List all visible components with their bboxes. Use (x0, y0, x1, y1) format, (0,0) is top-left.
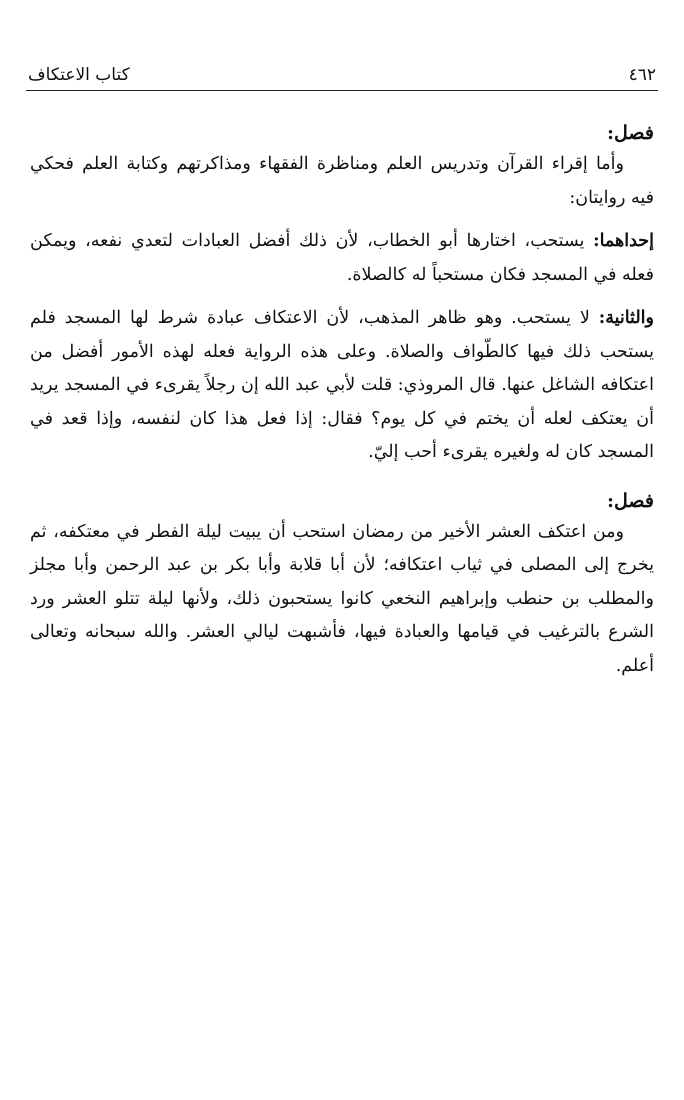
page-header (28, 62, 656, 88)
section-2 (30, 486, 654, 684)
paragraph-text: لا يستحب. وهو ظاهر المذهب، لأن الاعتكاف عبادة شرط لها المسجد فلم يستحب ذلك فيها كالطّواف والصلاة. وعلى هذه الرواية فعله لهذه الأمور أفضل من اعتكافه الشاغل عنها. قال المروذي: قلت لأبي عبد الله إن رجلاً يقرىء في المسجد يريد أن يعتكف لعله أن يختم في كل يوم؟ فقال: إذا فعل هذا كان لنفسه، وإذا قعد في المسجد كان له ولغيره يقرىء أحب إليّ. (30, 308, 654, 462)
paragraph (30, 516, 654, 684)
header-divider (26, 90, 658, 91)
section-title: فصل: (607, 489, 654, 512)
section-1 (30, 118, 654, 470)
paragraph (30, 148, 654, 215)
chapter-title: كتاب الاعتكاف (28, 65, 130, 85)
page-number: ٤٦٢ (628, 65, 656, 85)
paragraph-label: والثانية: (598, 308, 654, 328)
paragraph-text: ومن اعتكف العشر الأخير من رمضان استحب أن يبيت ليلة الفطر في معتكفه، ثم يخرج إلى المصلى في ثياب اعتكافه؛ لأن أبا قلابة وأبا بكر بن عبد الرحمن وأبا مجلز والمطلب بن حنطب وإبراهيم النخعي كانوا يستحبون ذلك، ولأنها ليلة تتلو العشر ورد الشرع بالترغيب في قيامها والعبادة فيها، فأشبهت ليالي العشر. والله سبحانه وتعالى أعلم. (30, 521, 654, 676)
section-title: فصل: (607, 122, 654, 144)
paragraph (30, 225, 654, 292)
page-body (30, 118, 654, 693)
paragraph-text: وأما إقراء القرآن وتدريس العلم ومناظرة الفقهاء ومذاكرتهم وكتابة العلم فحكي فيه روايتان: (30, 154, 654, 208)
paragraph-text: يستحب، اختارها أبو الخطاب، لأن ذلك أفضل العبادات لتعدي نفعه، ويمكن فعله في المسجد فكان مستحباً له كالصلاة. (30, 231, 654, 285)
paragraph-label: إحداهما: (593, 231, 654, 251)
paragraph (30, 302, 654, 470)
